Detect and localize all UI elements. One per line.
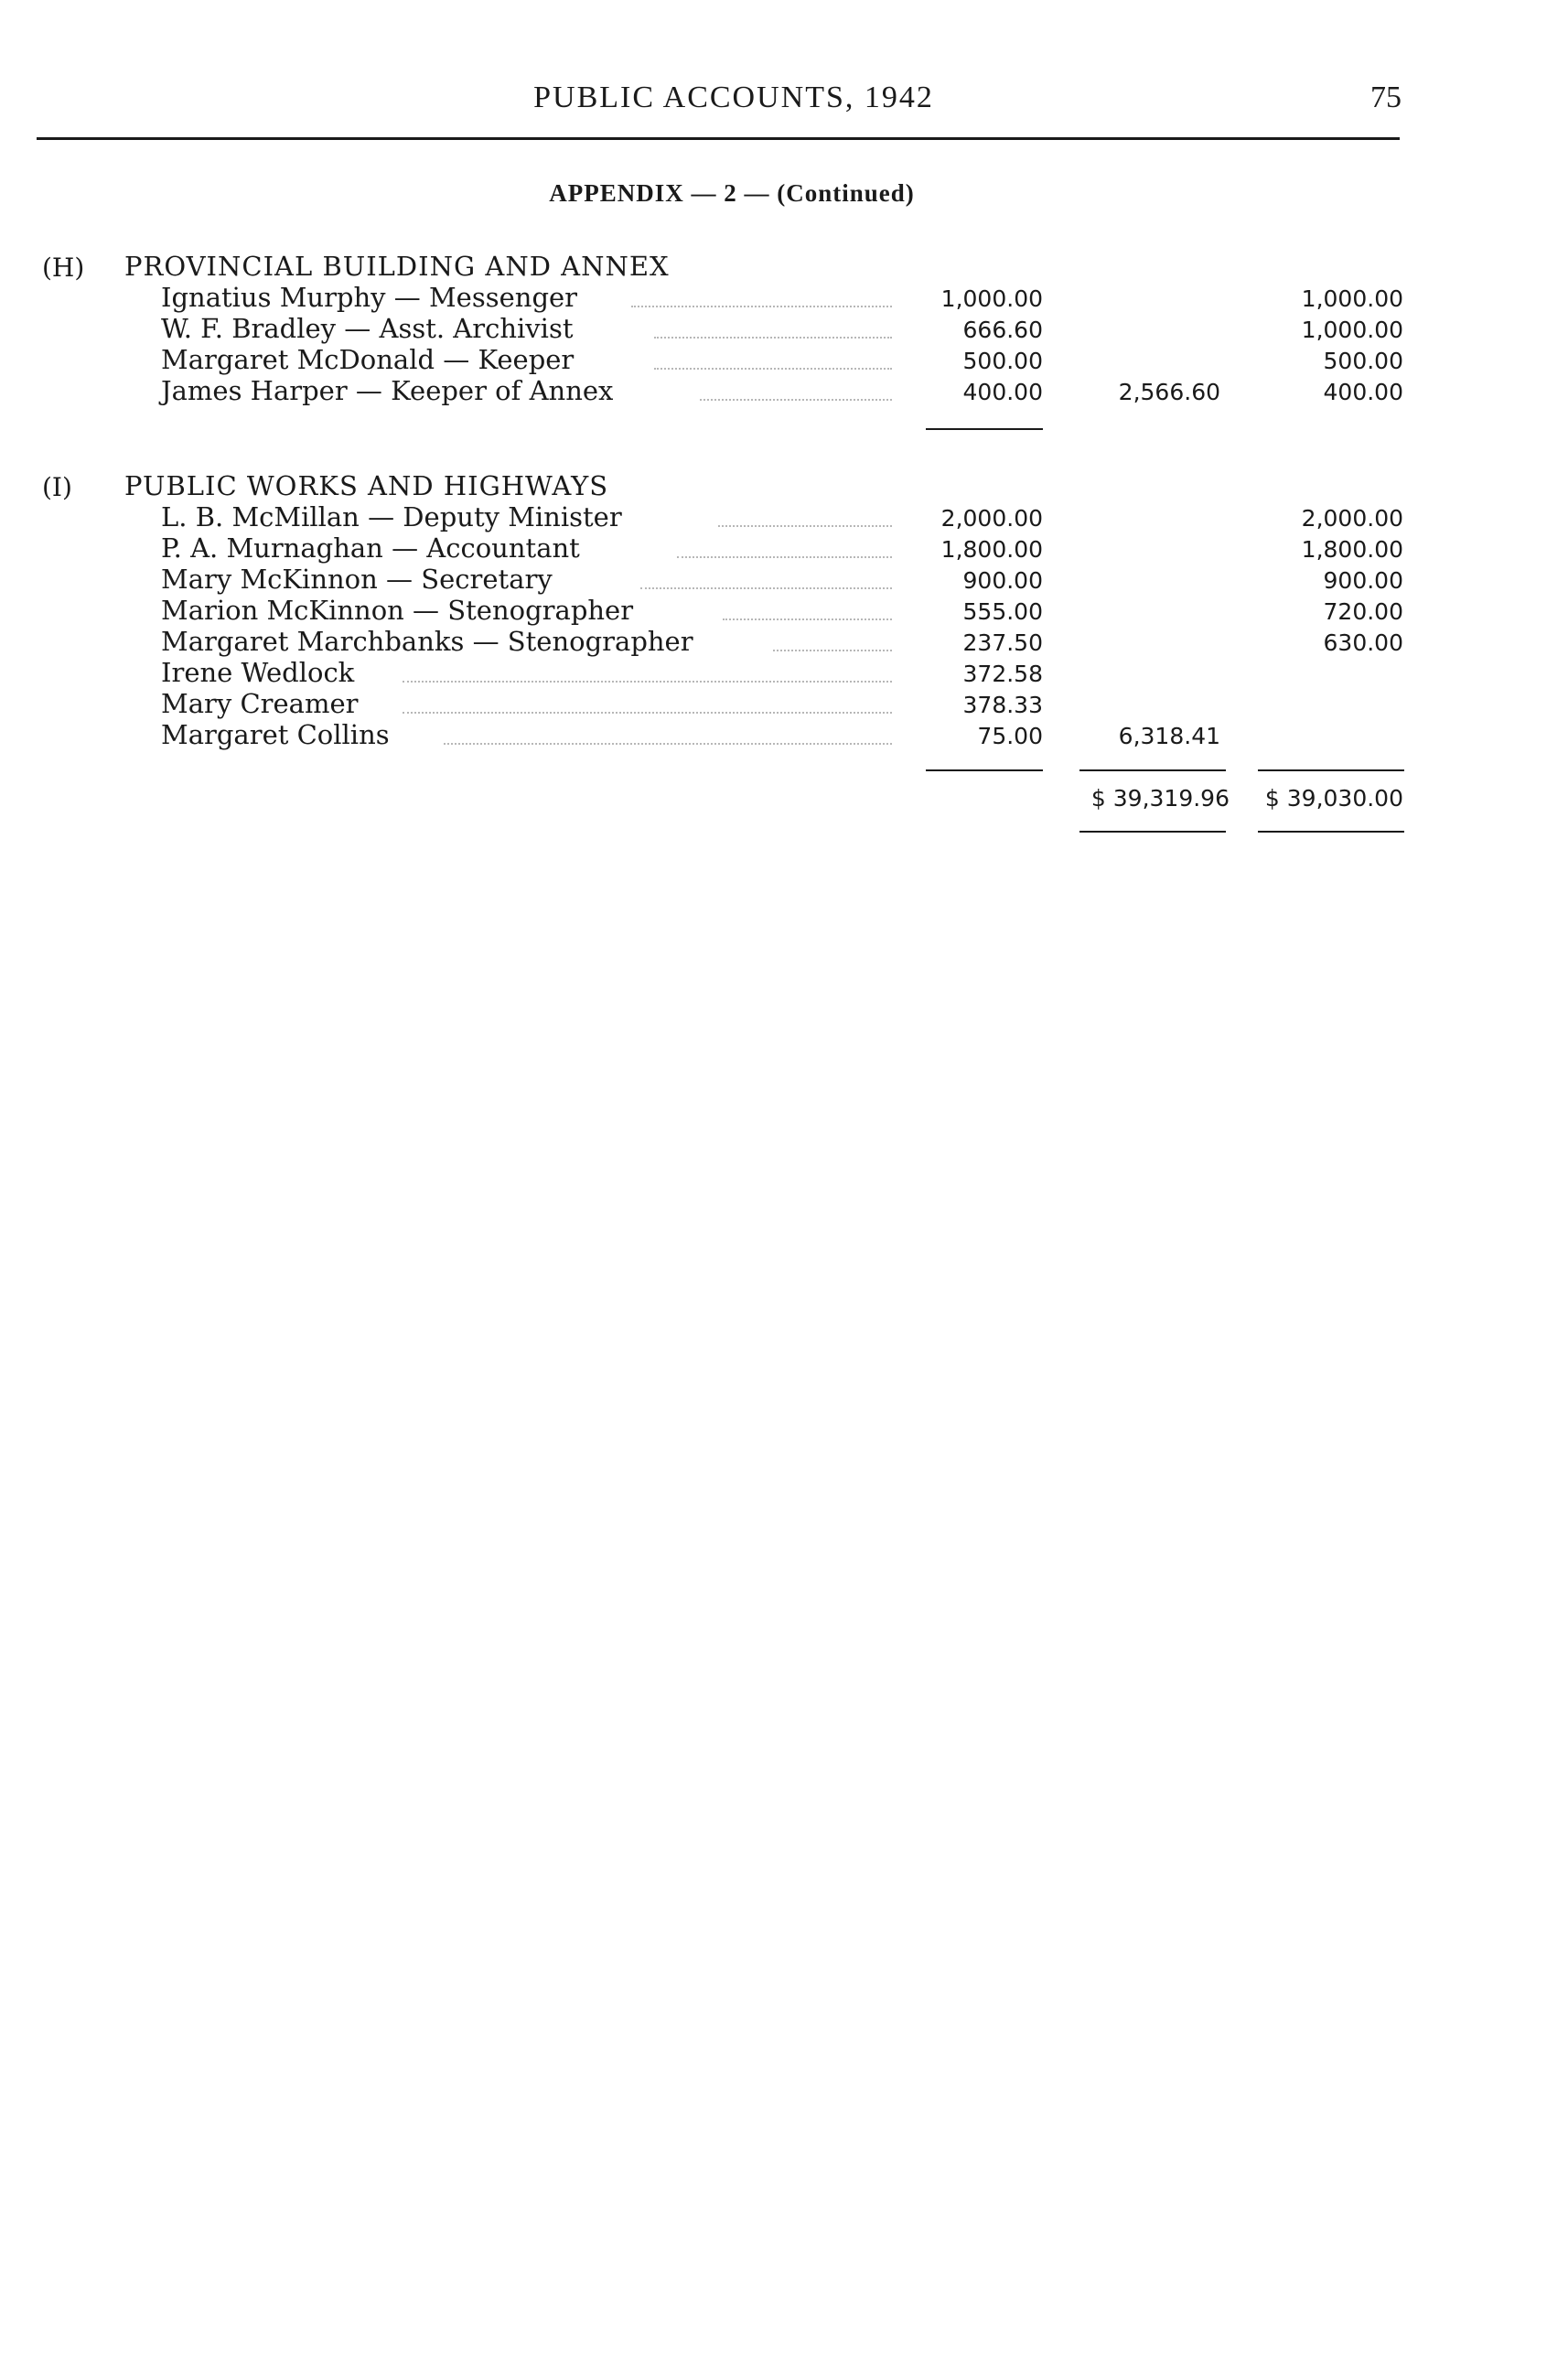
table-row-name: W. F. Bradley — Asst. Archivist — [161, 313, 574, 344]
dot-leader — [640, 587, 892, 589]
previous-year-cell: 1,800.00 — [1301, 536, 1403, 563]
previous-year-cell: 900.00 — [1323, 567, 1403, 594]
amount-cell: 2,000.00 — [940, 505, 1043, 532]
table-row-name: Irene Wedlock — [161, 657, 355, 688]
previous-year-cell: 1,000.00 — [1301, 285, 1403, 312]
table-row-name: L. B. McMillan — Deputy Minister — [161, 501, 622, 532]
dot-leader — [654, 337, 892, 339]
amount-cell: 237.50 — [962, 629, 1043, 656]
appendix-heading: APPENDIX — 2 — (Continued) — [549, 179, 915, 207]
page-number: 75 — [1370, 81, 1402, 114]
table-row-name: Mary McKinnon — Secretary — [161, 564, 553, 595]
table-row-name: Margaret Marchbanks — Stenographer — [161, 626, 693, 657]
dot-leader — [403, 712, 892, 714]
table-row-name: Ignatius Murphy — Messenger — [161, 282, 578, 313]
prev-total-rule-bottom — [1258, 831, 1404, 833]
table-row-name: Mary Creamer — [161, 688, 359, 719]
amount-cell: 75.00 — [977, 723, 1043, 749]
previous-year-cell: 400.00 — [1323, 379, 1403, 405]
table-row-name: Margaret McDonald — Keeper — [161, 344, 575, 375]
previous-year-cell: 630.00 — [1323, 629, 1403, 656]
table-row-name: Marion McKinnon — Stenographer — [161, 595, 634, 626]
total-rule-top — [1079, 769, 1226, 771]
prev-total-rule-top — [1258, 769, 1404, 771]
amount-cell: 1,000.00 — [940, 285, 1043, 312]
grand-total: $ 39,319.96 — [1090, 785, 1230, 812]
previous-year-cell: 2,000.00 — [1301, 505, 1403, 532]
section-title-provincial-building: PROVINCIAL BUILDING AND ANNEX — [124, 251, 670, 282]
page-header-title: PUBLIC ACCOUNTS, 1942 — [533, 81, 934, 114]
amount-cell: 1,800.00 — [940, 536, 1043, 563]
table-row-name: P. A. Murnaghan — Accountant — [161, 532, 580, 564]
dot-leader — [403, 681, 892, 683]
amount-cell: 372.58 — [962, 661, 1043, 687]
amount-cell: 900.00 — [962, 567, 1043, 594]
previous-year-cell: 720.00 — [1323, 598, 1403, 625]
previous-year-grand-total: $ 39,030.00 — [1264, 785, 1403, 812]
section-subtotal: 2,566.60 — [1118, 379, 1220, 405]
amount-cell: 500.00 — [962, 348, 1043, 374]
dot-leader — [444, 743, 892, 745]
amount-cell: 378.33 — [962, 692, 1043, 718]
dot-leader — [654, 368, 892, 370]
amount-cell: 400.00 — [962, 379, 1043, 405]
amount-cell: 666.60 — [962, 317, 1043, 343]
section-letter-i: (I) — [42, 472, 72, 502]
subtotal-rule — [926, 769, 1043, 771]
previous-year-cell: 1,000.00 — [1301, 317, 1403, 343]
table-row-name: Margaret Collins — [161, 719, 390, 750]
section-letter-h: (H) — [42, 253, 85, 283]
previous-year-cell: 500.00 — [1323, 348, 1403, 374]
total-rule-bottom — [1079, 831, 1226, 833]
section-subtotal: 6,318.41 — [1118, 723, 1220, 749]
amount-cell: 555.00 — [962, 598, 1043, 625]
header-rule — [37, 137, 1400, 140]
table-row-name: James Harper — Keeper of Annex — [161, 375, 614, 406]
section-title-public-works: PUBLIC WORKS AND HIGHWAYS — [124, 470, 609, 501]
dot-leader — [631, 306, 892, 307]
subtotal-rule — [926, 428, 1043, 430]
